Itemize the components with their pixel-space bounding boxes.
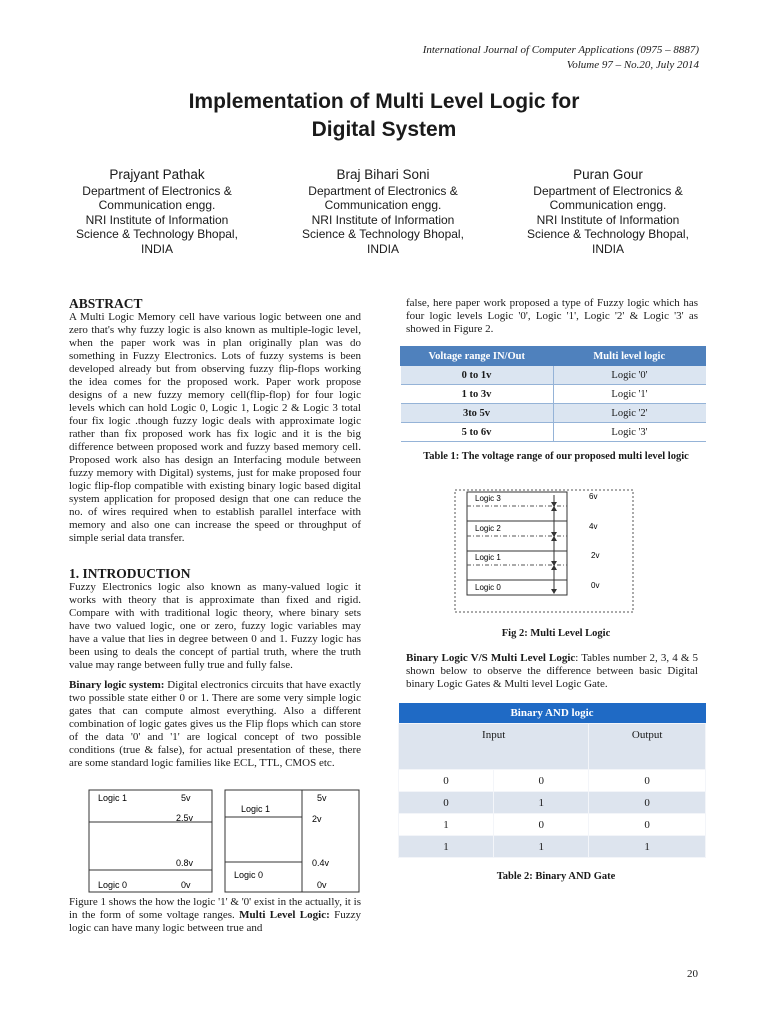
comparison-paragraph xyxy=(406,652,698,691)
table-row xyxy=(399,770,706,792)
author-institute: Science & Technology Bhopal, xyxy=(527,227,689,241)
figure-1-text: Figure 1 shows the how the logic '1' & '0' exist in the actually, it is in the form of some voltage ranges. xyxy=(69,896,361,921)
figure-1 xyxy=(88,789,360,894)
figure-2-logic-label: Logic 1 xyxy=(475,553,501,562)
table-row xyxy=(401,423,706,442)
figure-1-left-box xyxy=(89,790,212,892)
figure-2-diagram xyxy=(454,489,634,613)
figure-1-diagram xyxy=(88,789,360,894)
figure-2-volt-label: 0v xyxy=(591,581,600,590)
figure-1-left-volt: 2.5v xyxy=(176,813,194,823)
author-dept: Department of Electronics & xyxy=(533,183,683,198)
table-cell: Logic '1' xyxy=(553,385,706,404)
figure-2-logic-label: Logic 2 xyxy=(475,524,501,533)
figure-1-left-volt: 0.8v xyxy=(176,858,194,868)
table-cell: 0 xyxy=(589,770,706,792)
table-cell: 3to 5v xyxy=(401,404,554,423)
table-cell: 0 xyxy=(494,770,589,792)
table-row xyxy=(401,366,706,385)
author-institute: Science & Technology Bhopal, xyxy=(302,227,464,241)
author-country: INDIA xyxy=(366,241,399,256)
author-dept: Communication engg. xyxy=(324,198,442,212)
table-cell: 1 xyxy=(399,836,494,858)
figure-2-logic-label: Logic 0 xyxy=(475,583,501,592)
intro-paragraph: Fuzzy Electronics logic also known as many-valued logic it works with theory that is approximate than fixed and rigid. Compare with with traditional logic theory, where binary sets have two valued logic, one or zero, fuzzy logic variables may have a value that lies in degree between 0 and 1. Fuzzy logic has been using to deals the concept of partial truth, where the truth value may range between fully true and fully false. xyxy=(69,581,361,671)
output-header: Output xyxy=(589,724,706,770)
figure-1-right-top-label: Logic 1 xyxy=(241,804,271,814)
table-1-caption: Table 1: The voltage range of our proposed multi level logic xyxy=(423,451,689,462)
author-institute: NRI Institute of Information xyxy=(311,212,455,227)
right-column-intro xyxy=(406,297,698,336)
author-country: INDIA xyxy=(591,241,624,256)
binary-logic-text: Digital electronics circuits that have exactly two possible state either 0 or 1. There are some very simple logic gates that can compute almost everything. Also a different combination of logic gates gives us the Flip flops which can store of the data '0' and '1' are logical concept of two possible conditions (true & false), for actual presentation of these, there are some standard logic families like ECL, TTL, CMOS etc. xyxy=(69,679,361,769)
table-cell: 0 xyxy=(589,814,706,836)
figure-1-left-volt: 0v xyxy=(181,880,191,890)
table-cell: 0 xyxy=(399,770,494,792)
journal-line: International Journal of Computer Applications (0975 – 8887) xyxy=(422,44,699,56)
volume-line: Volume 97 – No.20, July 2014 xyxy=(566,59,699,71)
table-cell: 1 xyxy=(494,792,589,814)
page-number: 20 xyxy=(687,968,698,980)
figure-1-right-volt: 5v xyxy=(317,793,327,803)
journal-header xyxy=(423,43,699,73)
author-dept: Communication engg. xyxy=(549,198,667,212)
table-header-row xyxy=(399,724,706,770)
figure-1-left-top-label: Logic 1 xyxy=(98,793,128,803)
multi-level-logic-label: Multi Level Logic: xyxy=(239,909,330,921)
abstract-heading: ABSTRACT xyxy=(69,296,143,311)
figure-1-right-bottom-label: Logic 0 xyxy=(234,870,264,880)
figure-1-left-volt: 5v xyxy=(181,793,191,803)
table-cell: 1 xyxy=(589,836,706,858)
author-block xyxy=(283,168,483,256)
comparison-text-block xyxy=(406,652,698,691)
author-country: INDIA xyxy=(140,241,173,256)
author-dept: Department of Electronics & xyxy=(308,183,458,198)
figure-2-volt-label: 4v xyxy=(589,522,598,531)
introduction-section xyxy=(69,567,361,770)
author-name: Prajyant Pathak xyxy=(109,167,205,182)
author-institute: NRI Institute of Information xyxy=(536,212,680,227)
table-cell: 0 xyxy=(494,814,589,836)
figure-2 xyxy=(454,489,634,613)
table-cell: 1 xyxy=(494,836,589,858)
figure-2-caption: Fig 2: Multi Level Logic xyxy=(501,628,611,639)
author-institute: NRI Institute of Information xyxy=(85,212,229,227)
input-header: Input xyxy=(399,724,589,770)
multi-level-logic-text: Fuzzy logic can have many logic between true and xyxy=(69,909,361,934)
figure-1-paragraph xyxy=(69,896,361,935)
figure-1-right-volt: 2v xyxy=(312,814,322,824)
abstract-section xyxy=(69,297,361,545)
figure-2-arrow xyxy=(551,589,557,594)
author-dept: Department of Electronics & xyxy=(82,183,232,198)
table-cell: Logic '2' xyxy=(553,404,706,423)
table-cell: 0 to 1v xyxy=(401,366,554,385)
figure-2-volt-label: 6v xyxy=(589,492,598,501)
figure-1-right-volt: 0v xyxy=(317,880,327,890)
figure-1-right-volt: 0.4v xyxy=(312,858,330,868)
binary-logic-paragraph xyxy=(69,679,361,770)
table-row xyxy=(401,385,706,404)
voltage-range-table xyxy=(400,346,706,442)
author-institute: Science & Technology Bhopal, xyxy=(76,227,238,241)
table-cell: 5 to 6v xyxy=(401,423,554,442)
author-dept: Communication engg. xyxy=(98,198,216,212)
table-2-caption: Table 2: Binary AND Gate xyxy=(496,871,616,882)
table-title: Binary AND logic xyxy=(399,703,706,724)
table-cell: Logic '0' xyxy=(553,366,706,385)
title-line-1: Implementation of Multi Level Logic for xyxy=(188,90,580,113)
author-name: Braj Bihari Soni xyxy=(336,167,430,182)
paper-title xyxy=(100,88,668,144)
title-line-2: Digital System xyxy=(311,118,457,141)
table-cell: 1 xyxy=(399,814,494,836)
figure-2-arrow xyxy=(551,536,557,541)
figure-2-volt-label: 2v xyxy=(591,551,600,560)
figure-2-arrow xyxy=(551,565,557,570)
abstract-text: A Multi Logic Memory cell have various logic between one and zero that's why fuzzy logic is also known as multiple-logic level, when the paper work was in plan originally plan was do something in Fuzzy Electronics. Lots of fuzzy systems is been developed already but from observing fuzzy flip-flops working the idea comes for the proposed work. Paper work propose designs of a new fuzzy memory cell(flip-flop) for four logic levels which can hold Logic 0, Logic 1, Logic 2 & Logic 3 total four fix logic .though fuzzy logic deals with approximate logic rather than fix proposed work has fix logic and it is the big difference between proposed work and fuzzy based memory cell. Proposed work also has design an Interfacing module between fuzzy memory with Digital) systems, just for make proposed four logic flip-flop compatible with existing binary logic based digital system application for proposed design that one can reduce the no. of wires required when to establish parallel interface with memory and also one can increase the speed or throughput of simple serial data transfer. xyxy=(69,311,361,544)
figure-1-description xyxy=(69,896,361,935)
table-row xyxy=(399,836,706,858)
table-cell: Logic '3' xyxy=(553,423,706,442)
author-block xyxy=(508,168,708,256)
comparison-text: : Tables number 2, 3, 4 & 5 shown below to observe the difference between basic Digital binary Logic Gates & Multi level Logic Gate. xyxy=(406,652,698,690)
table-header-cell: Multi level logic xyxy=(553,347,706,366)
figure-2-arrow xyxy=(551,506,557,511)
comparison-label: Binary Logic V/S Multi Level Logic xyxy=(406,652,576,664)
figure-2-logic-label: Logic 3 xyxy=(475,494,501,503)
table-header-cell: Voltage range IN/Out xyxy=(401,347,554,366)
table-title-row xyxy=(399,703,706,724)
introduction-heading: 1. INTRODUCTION xyxy=(69,566,191,581)
table-cell: 1 to 3v xyxy=(401,385,554,404)
table-cell: 0 xyxy=(399,792,494,814)
figure-1-left-bottom-label: Logic 0 xyxy=(98,880,128,890)
binary-and-table xyxy=(398,703,706,858)
table-row xyxy=(401,404,706,423)
table-cell: 0 xyxy=(589,792,706,814)
table-header-row xyxy=(401,347,706,366)
binary-logic-label: Binary logic system: xyxy=(69,679,165,691)
table-row xyxy=(399,814,706,836)
author-block xyxy=(57,168,257,256)
table-row xyxy=(399,792,706,814)
author-name: Puran Gour xyxy=(573,167,643,182)
continuation-text: false, here paper work proposed a type of Fuzzy logic which has four logic levels Logic '0', Logic '1', Logic '2' & Logic '3' as showed in Figure 2. xyxy=(406,297,698,335)
